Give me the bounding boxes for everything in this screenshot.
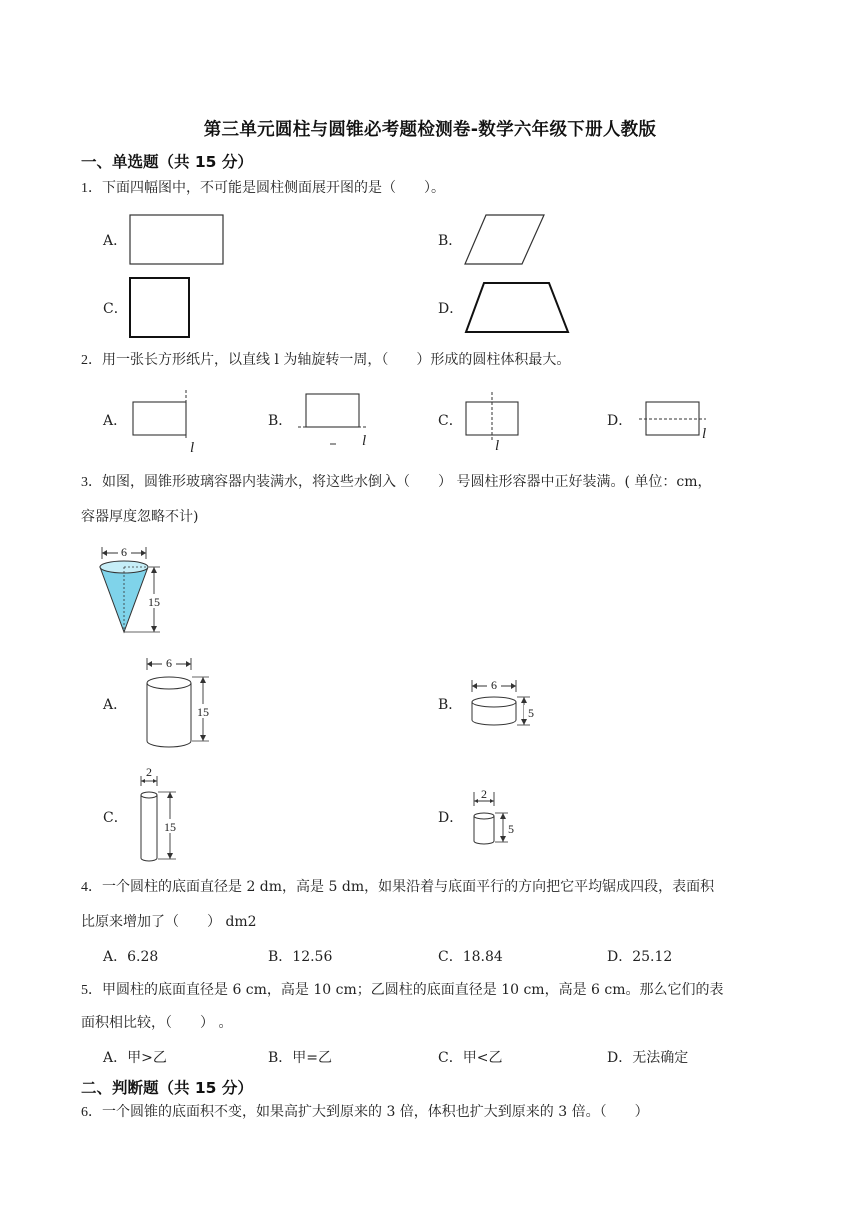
page-title: 第三单元圆柱与圆锥必考题检测卷-数学六年级下册人教版 — [203, 120, 657, 140]
question-5 — [81, 980, 724, 1001]
rectangle-axis-vertical-middle-figure — [464, 390, 524, 452]
question-6 — [81, 1102, 649, 1123]
option-a-label[interactable]: A． — [103, 233, 128, 249]
question-text: 下面四幅图中，不可能是圆柱侧面展开图的是（ ）。 — [102, 180, 445, 196]
cone-height-label: 15 — [148, 595, 160, 609]
option-a[interactable]: A．6.28 — [103, 949, 159, 965]
cone-diameter-label: 6 — [121, 545, 127, 559]
parallelogram-figure — [464, 214, 546, 266]
option-c-label[interactable]: C． — [103, 301, 128, 317]
question-number: 2． — [81, 353, 102, 368]
section-heading-true-false: 二、判断题（共 15 分） — [81, 1079, 253, 1097]
option-d-label[interactable]: D． — [438, 301, 464, 317]
cylinder-d-figure — [470, 786, 526, 848]
cylinder-diameter-label: 2 — [146, 765, 152, 779]
axis-label: l — [495, 438, 500, 454]
question-text: 用一张长方形纸片，以直线 l 为轴旋转一周，（ ）形成的圆柱体积最大。 — [102, 352, 571, 368]
question-3-line-2: 容器厚度忽略不计) — [81, 509, 199, 525]
trapezoid-figure — [464, 281, 570, 335]
option-b[interactable]: B．甲=乙 — [268, 1050, 333, 1066]
rectangle-axis-right-figure — [132, 388, 202, 456]
option-a-label[interactable]: A． — [103, 697, 128, 713]
option-b-label[interactable]: B． — [268, 413, 293, 429]
option-c[interactable]: C．甲<乙 — [438, 1050, 503, 1066]
cylinder-a-figure — [143, 656, 215, 750]
option-b-label[interactable]: B． — [438, 233, 463, 249]
option-a-label[interactable]: A． — [103, 413, 128, 429]
option-d[interactable]: D．25.12 — [607, 949, 673, 965]
rectangle-axis-bottom-figure — [296, 390, 376, 452]
question-text-line-1: 如图，圆锥形玻璃容器内装满水，将这些水倒入（ ） 号圆柱形容器中正好装满。( 单位：cm， — [102, 474, 712, 490]
question-2 — [81, 350, 570, 371]
axis-label: l — [190, 440, 195, 456]
rectangle-figure — [129, 214, 225, 266]
option-b-label[interactable]: B． — [438, 697, 463, 713]
option-c[interactable]: C．18.84 — [438, 949, 503, 965]
cylinder-height-label: 5 — [528, 706, 534, 720]
square-figure — [129, 277, 191, 339]
question-number: 5． — [81, 983, 102, 998]
rectangle-axis-horizontal-middle-figure — [638, 398, 716, 444]
question-text-line-1: 甲圆柱的底面直径是 6 cm，高是 10 cm；乙圆柱的底面直径是 10 cm，高是 6 cm。那么它们的表 — [102, 982, 724, 998]
question-number: 3． — [81, 475, 102, 490]
section-heading-single-choice: 一、单选题（共 15 分） — [81, 153, 253, 171]
question-1 — [81, 178, 445, 199]
cylinder-diameter-label: 6 — [166, 656, 172, 670]
question-5-line-2: 面积相比较，（ ） 。 — [81, 1015, 233, 1031]
option-b[interactable]: B．12.56 — [268, 949, 333, 965]
axis-label: l — [702, 426, 707, 442]
cone-container-figure — [96, 545, 168, 637]
option-d-label[interactable]: D． — [607, 413, 633, 429]
option-d-label[interactable]: D． — [438, 810, 464, 826]
cylinder-height-label: 5 — [508, 822, 514, 836]
cylinder-height-label: 15 — [197, 705, 209, 719]
question-4-line-2: 比原来增加了（ ） dm2 — [81, 914, 257, 930]
cylinder-c-figure — [136, 764, 188, 864]
question-text: 一个圆锥的底面积不变，如果高扩大到原来的 3 倍，体积也扩大到原来的 3 倍。（ ） — [102, 1104, 649, 1120]
cylinder-diameter-label: 2 — [481, 787, 487, 801]
question-text-line-1: 一个圆柱的底面直径是 2 dm，高是 5 dm，如果沿着与底面平行的方向把它平均锯成四段，表面积 — [102, 879, 715, 895]
question-4 — [81, 877, 714, 898]
option-c-label[interactable]: C． — [103, 810, 128, 826]
question-number: 1． — [81, 181, 102, 196]
cylinder-height-label: 15 — [164, 820, 176, 834]
cylinder-diameter-label: 6 — [491, 678, 497, 692]
cylinder-b-figure — [468, 678, 540, 728]
option-c-label[interactable]: C． — [438, 413, 463, 429]
question-3 — [81, 472, 711, 493]
option-d[interactable]: D．无法确定 — [607, 1050, 689, 1066]
question-number: 4． — [81, 880, 102, 895]
axis-label: l — [362, 433, 367, 449]
question-number: 6． — [81, 1105, 102, 1120]
option-a[interactable]: A．甲>乙 — [103, 1050, 167, 1066]
